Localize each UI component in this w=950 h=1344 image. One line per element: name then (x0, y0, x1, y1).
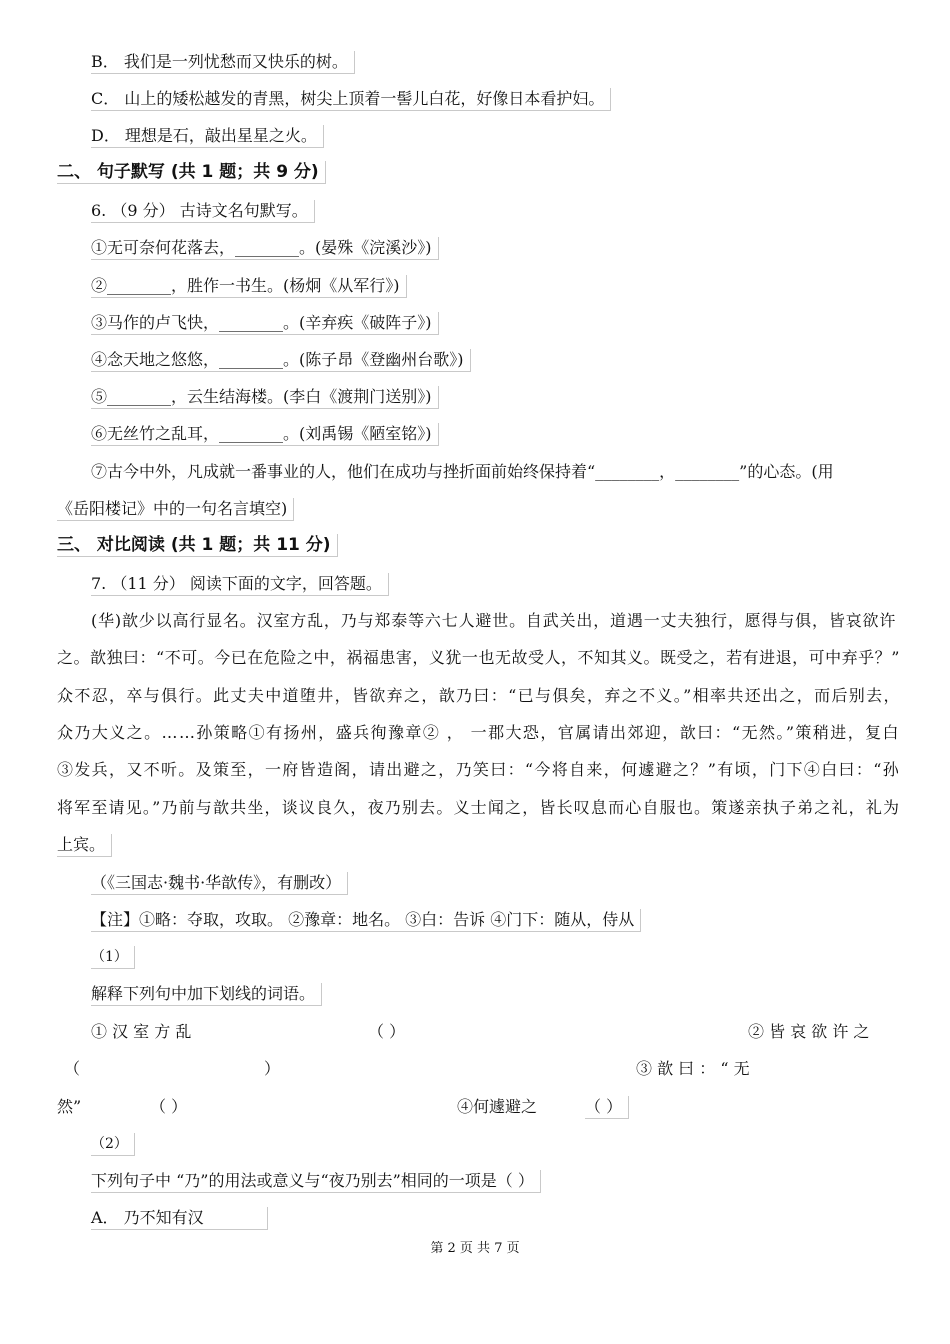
option-b: B． 我们是一列忧愁而又快乐的树。 (91, 51, 355, 74)
word-item-1-blank: （ ） (368, 1022, 406, 1041)
word-item-3-blank: （ ） (150, 1097, 188, 1116)
page-number: 第 2 页 共 7 页 (430, 1241, 520, 1256)
passage-line-1 (57, 610, 896, 632)
option-d: D． 理想是石，敲出星星之火。 (91, 125, 324, 148)
passage-line-7: 上宾。 (57, 834, 112, 857)
sub-question-2-option-a: A． 乃不知有汉 (91, 1207, 268, 1230)
passage-text: (华)歆少以高行显名。汉室方乱，乃与郑泰等六七人避世。自武关出，道遇一丈夫独行，愿得与俱，皆哀欲许 (91, 611, 897, 630)
word-item-3-tail: 然” (57, 1097, 82, 1116)
word-item-4: ④何遽避之 (457, 1097, 538, 1116)
fill-blank-item-3: ③马作的卢飞快，________。(辛弃疾《破阵子》) (91, 312, 439, 335)
word-item-2: ② 皆 哀 欲 许 之 (748, 1022, 870, 1041)
word-item-3: ③ 歆 曰 ： “ 无 (636, 1059, 750, 1078)
fill-blank-item-4: ④念天地之悠悠，________。(陈子昂《登幽州台歌》) (91, 349, 471, 372)
sub-question-2-label: （2） (91, 1133, 135, 1156)
fill-blank-item-6: ⑥无丝竹之乱耳，________。(刘禹锡《陋室铭》) (91, 423, 439, 446)
section-heading-3: 三、 对比阅读 (共 1 题；共 11 分) (57, 534, 338, 557)
word-item-2-blank-open: （ (64, 1059, 81, 1078)
fill-blank-item-1: ①无可奈何花落去，________。(晏殊《浣溪沙》) (91, 237, 439, 260)
passage-line-6: 将军至请见。”乃前与歆共坐，谈议良久，夜乃别去。义士闻之，皆长叹息而心自服也。策遂亲执子弟之礼，礼为 (57, 798, 901, 817)
word-item-4-blank: （ ） (585, 1096, 629, 1119)
fill-blank-item-7-line1: ⑦古今中外，凡成就一番事业的人，他们在成功与挫折面前始终保持着“________，________”的心态。(用 (91, 462, 834, 481)
sub-question-1-label: （1） (91, 946, 135, 969)
question-6-stem: 6. （9 分） 古诗文名句默写。 (91, 200, 315, 223)
passage-line-2: 之。歆独曰：“不可。今已在危险之中，祸福患害，义犹一也无故受人，不知其义。既受之，若有进退，可中弃乎？” (57, 648, 900, 667)
fill-blank-item-5: ⑤________，云生结海楼。(李白《渡荆门送别》) (91, 386, 439, 409)
section-heading-2: 二、 句子默写 (共 1 题；共 9 分) (57, 161, 326, 184)
word-item-1: ① 汉 室 方 乱 (91, 1022, 192, 1041)
passage-source: （《三国志·魏书·华歆传》，有删改） (91, 872, 348, 895)
fill-blank-item-7-line2: 《岳阳楼记》中的一句名言填空) (57, 498, 294, 521)
fill-blank-item-2: ②________，胜作一书生。(杨炯《从军行》) (91, 275, 407, 298)
passage-line-4: 众乃大义之。……孙策略①有扬州，盛兵徇豫章② ， 一郡大恐，官属请出郊迎，歆曰：“无然。”策稍进，复白 (57, 723, 900, 742)
word-item-2-blank-close: ） (264, 1059, 281, 1078)
question-7-stem: 7. （11 分） 阅读下面的文字，回答题。 (91, 573, 389, 596)
option-c: C． 山上的矮松越发的青黑，树尖上顶着一髻儿白花，好像日本看护妇。 (91, 88, 611, 111)
passage-line-5: ③发兵，又不听。及策至，一府皆造阁，请出避之，乃笑曰：“今将自来，何遽避之？”有顷，门下④白曰：“孙 (57, 760, 901, 779)
sub-question-2-prompt: 下列句子中 “乃”的用法或意义与“夜乃别去”相同的一项是（ ） (91, 1170, 541, 1193)
passage-line-3: 众不忍，卒与俱行。此丈夫中道堕井，皆欲弃之，歆乃曰：“已与俱矣，弃之不义。”相率共还出之，而后别去， (57, 686, 901, 705)
passage-note: 【注】①略：夺取，攻取。 ②豫章：地名。 ③白：告诉 ④门下：随从，侍从 (91, 909, 641, 932)
sub-question-1-prompt: 解释下列句中加下划线的词语。 (91, 983, 322, 1006)
